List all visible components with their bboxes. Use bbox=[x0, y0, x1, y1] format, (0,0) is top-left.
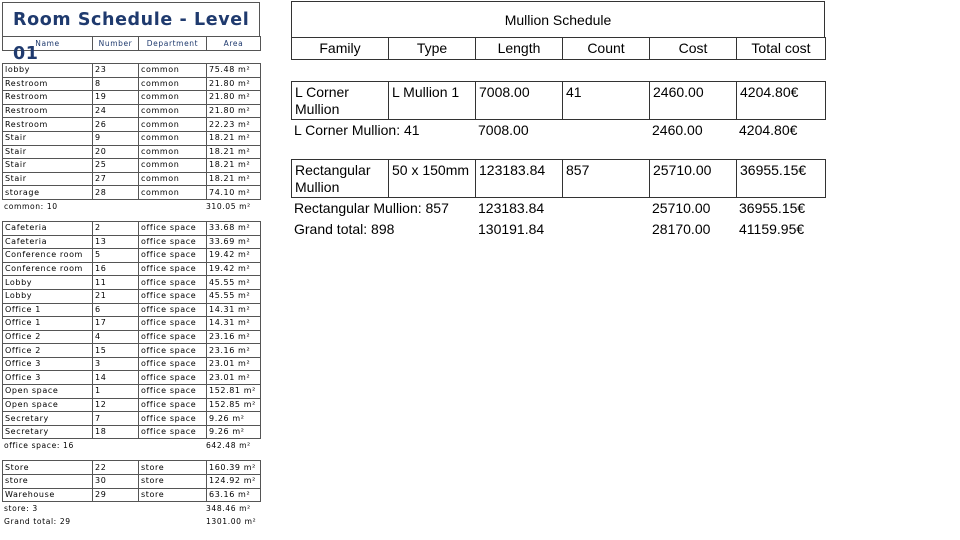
cell-department: office space bbox=[139, 412, 207, 426]
cell-total-cost: 4204.80€ bbox=[737, 82, 826, 120]
cell-area: 9.26 m² bbox=[207, 425, 261, 439]
cell-number: 4 bbox=[93, 330, 139, 344]
header-row bbox=[3, 37, 261, 51]
cell-name: Office 1 bbox=[3, 317, 93, 331]
cell-department: common bbox=[139, 104, 207, 118]
cell-name: Cafeteria bbox=[3, 235, 93, 249]
cell-name: Open space bbox=[3, 398, 93, 412]
grand-total-area: 1301.00 m² bbox=[206, 517, 257, 527]
cell-department: office space bbox=[139, 330, 207, 344]
cell-area: 18.21 m² bbox=[207, 131, 261, 145]
cell-area: 22.23 m² bbox=[207, 118, 261, 132]
cell-department: common bbox=[139, 145, 207, 159]
cell-family: Rectangular Mullion bbox=[292, 160, 389, 198]
table-row bbox=[3, 104, 261, 118]
grand-total-total-cost: 41159.95€ bbox=[739, 221, 805, 237]
table-row bbox=[3, 172, 261, 186]
header-length: Length bbox=[476, 38, 563, 60]
room-group-subtotal bbox=[2, 502, 260, 515]
cell-department: office space bbox=[139, 385, 207, 399]
cell-number: 15 bbox=[93, 344, 139, 358]
cell-number: 18 bbox=[93, 425, 139, 439]
cell-name: Store bbox=[3, 461, 93, 475]
table-row bbox=[3, 249, 261, 263]
cell-name: Warehouse bbox=[3, 488, 93, 502]
cell-name: Office 1 bbox=[3, 303, 93, 317]
cell-number: 27 bbox=[93, 172, 139, 186]
cell-department: common bbox=[139, 131, 207, 145]
header-cost: Cost bbox=[650, 38, 737, 60]
mullion-schedule-header bbox=[291, 37, 826, 60]
table-row bbox=[3, 159, 261, 173]
header-number: Number bbox=[93, 37, 139, 51]
cell-name: Office 3 bbox=[3, 357, 93, 371]
cell-area: 45.55 m² bbox=[207, 289, 261, 303]
cell-area: 18.21 m² bbox=[207, 159, 261, 173]
table-row bbox=[3, 488, 261, 502]
cell-number: 11 bbox=[93, 276, 139, 290]
cell-number: 23 bbox=[93, 64, 139, 78]
mullion-group-l-corner bbox=[291, 81, 826, 120]
cell-number: 2 bbox=[93, 221, 139, 235]
cell-department: common bbox=[139, 159, 207, 173]
room-group-subtotal bbox=[2, 200, 260, 213]
room-schedule bbox=[2, 2, 260, 528]
header-family: Family bbox=[292, 38, 389, 60]
subtotal-label: store: 3 bbox=[4, 504, 38, 514]
cell-number: 5 bbox=[93, 249, 139, 263]
cell-name: Open space bbox=[3, 385, 93, 399]
cell-area: 74.10 m² bbox=[207, 186, 261, 200]
cell-department: common bbox=[139, 91, 207, 105]
table-row bbox=[3, 221, 261, 235]
room-group-table bbox=[2, 460, 261, 502]
subtotal-label: common: 10 bbox=[4, 201, 58, 211]
cell-cost: 25710.00 bbox=[650, 160, 737, 198]
mullion-group-rectangular bbox=[291, 159, 826, 198]
cell-department: common bbox=[139, 118, 207, 132]
table-row bbox=[3, 371, 261, 385]
cell-name: Cafeteria bbox=[3, 221, 93, 235]
cell-area: 124.92 m² bbox=[207, 475, 261, 489]
cell-name: Stair bbox=[3, 159, 93, 173]
table-row bbox=[3, 412, 261, 426]
header-type: Type bbox=[389, 38, 476, 60]
table-row bbox=[3, 289, 261, 303]
cell-department: common bbox=[139, 186, 207, 200]
cell-area: 160.39 m² bbox=[207, 461, 261, 475]
mullion-schedule bbox=[291, 1, 825, 240]
cell-area: 18.21 m² bbox=[207, 172, 261, 186]
table-row bbox=[3, 475, 261, 489]
cell-number: 12 bbox=[93, 398, 139, 412]
cell-number: 28 bbox=[93, 186, 139, 200]
subtotal-length: 123183.84 bbox=[478, 200, 545, 216]
room-group-table bbox=[2, 63, 261, 200]
table-row bbox=[3, 317, 261, 331]
cell-department: office space bbox=[139, 221, 207, 235]
cell-name: Office 2 bbox=[3, 344, 93, 358]
table-row bbox=[3, 344, 261, 358]
cell-department: office space bbox=[139, 344, 207, 358]
cell-number: 13 bbox=[93, 235, 139, 249]
header-row bbox=[292, 38, 826, 60]
cell-area: 45.55 m² bbox=[207, 276, 261, 290]
subtotal-total-cost: 36955.15€ bbox=[739, 200, 806, 216]
cell-number: 9 bbox=[93, 131, 139, 145]
table-row bbox=[3, 131, 261, 145]
subtotal-row bbox=[291, 198, 825, 219]
header-count: Count bbox=[563, 38, 650, 60]
cell-number: 8 bbox=[93, 77, 139, 91]
table-row bbox=[3, 91, 261, 105]
cell-length: 7008.00 bbox=[476, 82, 563, 120]
subtotal-total-cost: 4204.80€ bbox=[739, 122, 798, 138]
cell-department: common bbox=[139, 77, 207, 91]
cell-area: 63.16 m² bbox=[207, 488, 261, 502]
header-department: Department bbox=[139, 37, 207, 51]
cell-name: Office 2 bbox=[3, 330, 93, 344]
table-row bbox=[292, 160, 826, 198]
cell-area: 9.26 m² bbox=[207, 412, 261, 426]
header-name: Name bbox=[3, 37, 93, 51]
cell-number: 17 bbox=[93, 317, 139, 331]
mullion-schedule-title: Mullion Schedule bbox=[291, 1, 825, 37]
cell-number: 24 bbox=[93, 104, 139, 118]
subtotal-label: L Corner Mullion: 41 bbox=[294, 122, 420, 138]
mullion-subtotal-l-corner bbox=[291, 120, 825, 141]
cell-area: 21.80 m² bbox=[207, 91, 261, 105]
cell-area: 19.42 m² bbox=[207, 249, 261, 263]
cell-area: 14.31 m² bbox=[207, 303, 261, 317]
table-row bbox=[3, 425, 261, 439]
subtotal-area: 348.46 m² bbox=[206, 504, 251, 514]
cell-department: office space bbox=[139, 357, 207, 371]
cell-area: 14.31 m² bbox=[207, 317, 261, 331]
cell-department: office space bbox=[139, 303, 207, 317]
cell-name: Lobby bbox=[3, 276, 93, 290]
cell-area: 23.01 m² bbox=[207, 357, 261, 371]
cell-number: 7 bbox=[93, 412, 139, 426]
room-schedule-header bbox=[2, 36, 261, 51]
mullion-subtotal-rectangular bbox=[291, 198, 825, 240]
cell-number: 20 bbox=[93, 145, 139, 159]
cell-number: 26 bbox=[93, 118, 139, 132]
cell-department: store bbox=[139, 488, 207, 502]
subtotal-row bbox=[291, 120, 825, 141]
table-row bbox=[3, 118, 261, 132]
cell-name: Restroom bbox=[3, 77, 93, 91]
cell-cost: 2460.00 bbox=[650, 82, 737, 120]
cell-area: 23.01 m² bbox=[207, 371, 261, 385]
cell-number: 30 bbox=[93, 475, 139, 489]
cell-department: common bbox=[139, 172, 207, 186]
cell-number: 21 bbox=[93, 289, 139, 303]
cell-area: 33.69 m² bbox=[207, 235, 261, 249]
cell-length: 123183.84 bbox=[476, 160, 563, 198]
cell-number: 6 bbox=[93, 303, 139, 317]
cell-number: 25 bbox=[93, 159, 139, 173]
grand-total-label: Grand total: 898 bbox=[294, 221, 395, 237]
cell-area: 75.48 m² bbox=[207, 64, 261, 78]
cell-department: office space bbox=[139, 249, 207, 263]
cell-type: L Mullion 1 bbox=[389, 82, 476, 120]
subtotal-area: 642.48 m² bbox=[206, 441, 251, 451]
table-row bbox=[3, 461, 261, 475]
cell-area: 152.85 m² bbox=[207, 398, 261, 412]
cell-department: office space bbox=[139, 262, 207, 276]
cell-area: 33.68 m² bbox=[207, 221, 261, 235]
room-groups bbox=[2, 63, 260, 515]
cell-number: 1 bbox=[93, 385, 139, 399]
grand-total-label: Grand total: 29 bbox=[4, 517, 71, 527]
cell-name: Lobby bbox=[3, 289, 93, 303]
cell-area: 23.16 m² bbox=[207, 344, 261, 358]
table-row bbox=[3, 262, 261, 276]
cell-name: lobby bbox=[3, 64, 93, 78]
grand-total-row bbox=[291, 219, 825, 240]
cell-department: office space bbox=[139, 398, 207, 412]
cell-department: office space bbox=[139, 276, 207, 290]
subtotal-area: 310.05 m² bbox=[206, 201, 251, 211]
cell-name: storage bbox=[3, 186, 93, 200]
table-row bbox=[3, 64, 261, 78]
cell-name: Stair bbox=[3, 172, 93, 186]
table-row bbox=[3, 385, 261, 399]
cell-name: Restroom bbox=[3, 91, 93, 105]
cell-area: 21.80 m² bbox=[207, 104, 261, 118]
table-row bbox=[3, 398, 261, 412]
cell-name: Conference room bbox=[3, 262, 93, 276]
cell-department: store bbox=[139, 461, 207, 475]
room-grand-total bbox=[2, 515, 260, 528]
subtotal-label: Rectangular Mullion: 857 bbox=[294, 200, 449, 216]
room-group-subtotal bbox=[2, 439, 260, 452]
table-row bbox=[3, 186, 261, 200]
cell-department: store bbox=[139, 475, 207, 489]
table-row bbox=[3, 276, 261, 290]
table-row bbox=[3, 357, 261, 371]
subtotal-cost: 25710.00 bbox=[652, 200, 711, 216]
cell-name: Restroom bbox=[3, 118, 93, 132]
cell-name: Restroom bbox=[3, 104, 93, 118]
cell-area: 21.80 m² bbox=[207, 77, 261, 91]
cell-department: office space bbox=[139, 235, 207, 249]
cell-type: 50 x 150mm bbox=[389, 160, 476, 198]
cell-department: office space bbox=[139, 317, 207, 331]
cell-count: 857 bbox=[563, 160, 650, 198]
cell-number: 3 bbox=[93, 357, 139, 371]
cell-number: 29 bbox=[93, 488, 139, 502]
subtotal-length: 7008.00 bbox=[478, 122, 529, 138]
subtotal-label: office space: 16 bbox=[4, 441, 74, 451]
cell-department: office space bbox=[139, 425, 207, 439]
cell-number: 22 bbox=[93, 461, 139, 475]
cell-family: L Corner Mullion bbox=[292, 82, 389, 120]
header-total-cost: Total cost bbox=[737, 38, 826, 60]
cell-name: Stair bbox=[3, 145, 93, 159]
table-row bbox=[3, 303, 261, 317]
cell-area: 23.16 m² bbox=[207, 330, 261, 344]
cell-total-cost: 36955.15€ bbox=[737, 160, 826, 198]
cell-name: store bbox=[3, 475, 93, 489]
grand-total-length: 130191.84 bbox=[478, 221, 545, 237]
table-row bbox=[3, 330, 261, 344]
grand-total-cost: 28170.00 bbox=[652, 221, 711, 237]
table-row bbox=[3, 77, 261, 91]
cell-area: 19.42 m² bbox=[207, 262, 261, 276]
table-row bbox=[3, 145, 261, 159]
cell-department: office space bbox=[139, 289, 207, 303]
cell-name: Secretary bbox=[3, 425, 93, 439]
cell-area: 152.81 m² bbox=[207, 385, 261, 399]
subtotal-cost: 2460.00 bbox=[652, 122, 703, 138]
cell-number: 14 bbox=[93, 371, 139, 385]
cell-name: Stair bbox=[3, 131, 93, 145]
cell-number: 19 bbox=[93, 91, 139, 105]
cell-name: Office 3 bbox=[3, 371, 93, 385]
table-row bbox=[3, 235, 261, 249]
cell-name: Secretary bbox=[3, 412, 93, 426]
room-group-table bbox=[2, 221, 261, 440]
cell-department: office space bbox=[139, 371, 207, 385]
cell-name: Conference room bbox=[3, 249, 93, 263]
cell-area: 18.21 m² bbox=[207, 145, 261, 159]
cell-department: common bbox=[139, 64, 207, 78]
cell-number: 16 bbox=[93, 262, 139, 276]
cell-count: 41 bbox=[563, 82, 650, 120]
table-row bbox=[292, 82, 826, 120]
header-area: Area bbox=[207, 37, 261, 51]
room-schedule-title: Room Schedule - Level 01 bbox=[2, 2, 260, 36]
